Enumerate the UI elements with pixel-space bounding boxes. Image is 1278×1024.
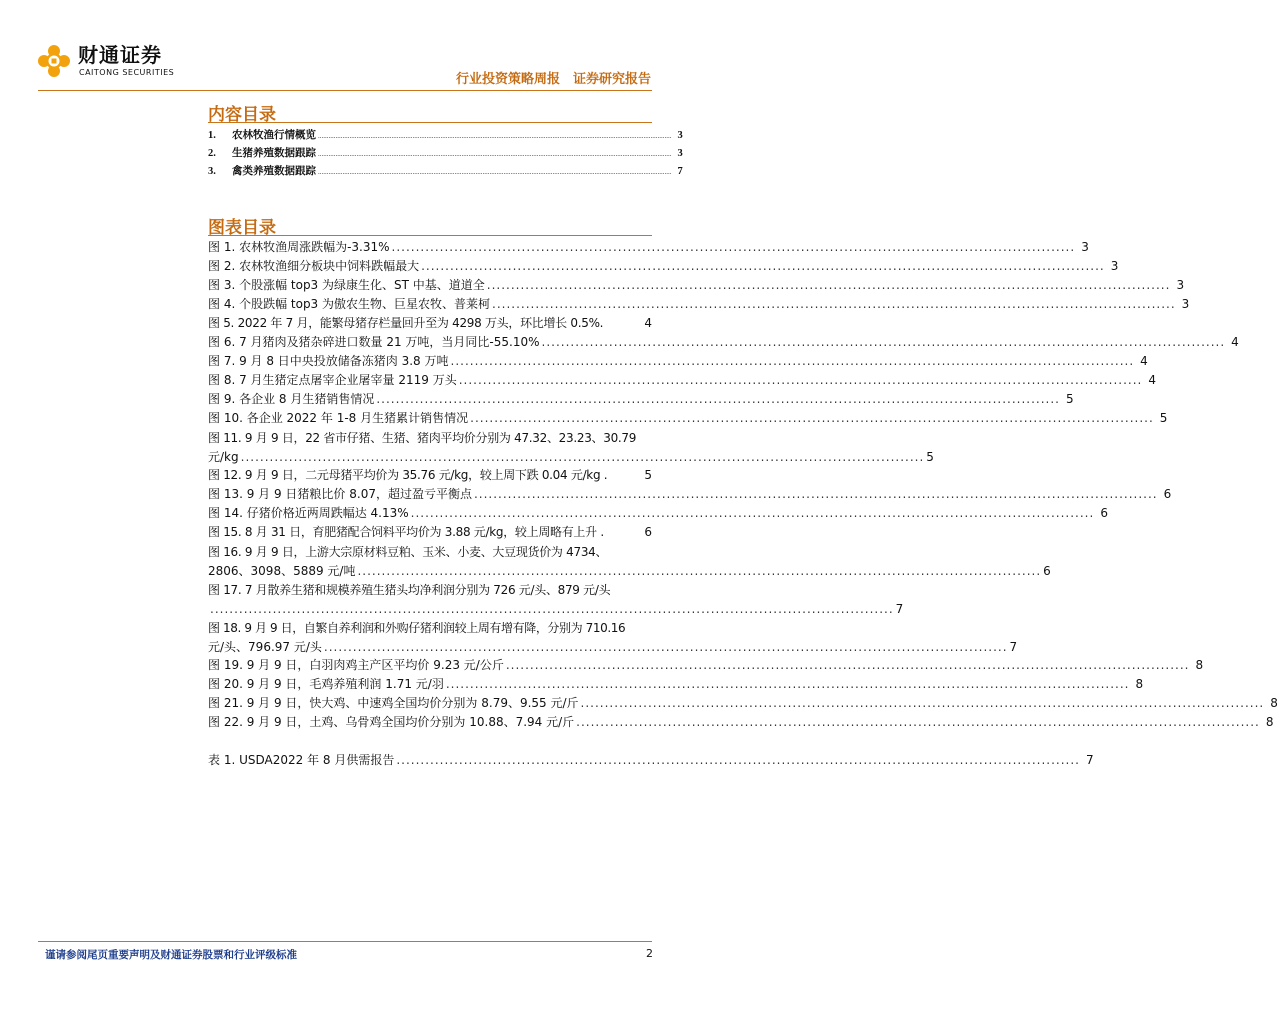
leader-dots: .............................................................................................................................................. <box>473 487 1158 501</box>
figure-entry[interactable] <box>208 619 1018 657</box>
figure-entry-page: 8 <box>1135 677 1144 691</box>
figure-entry-page: 3 <box>1110 259 1119 273</box>
contents-item-label: 禽类养殖数据跟踪 <box>232 166 316 177</box>
figure-entry-page: 8 <box>1265 715 1274 729</box>
leader-dots: .............................................................................................................................................. <box>450 354 1135 368</box>
figure-entry-page: 4 <box>644 316 652 330</box>
contents-item[interactable] <box>208 146 683 162</box>
contents-title-rule <box>208 122 652 123</box>
figures-title-rule <box>208 235 652 236</box>
figure-entry[interactable] <box>208 581 904 619</box>
figure-entry-label: 图 4. 个股跌幅 top3 为傲农生物、巨星农牧、普莱柯 <box>208 297 491 311</box>
contents-item-label: 生猪养殖数据跟踪 <box>232 148 316 159</box>
figure-entry-page: 3 <box>1081 240 1089 254</box>
table-entry[interactable] <box>208 752 1094 768</box>
leader-dots: .............................................................................................................................................. <box>458 373 1143 387</box>
figure-entry[interactable] <box>208 239 1089 255</box>
figure-entry-page: 3 <box>1181 297 1190 311</box>
figure-entry[interactable] <box>208 334 1239 350</box>
leader-dots: .............................................................................................................................................. <box>210 602 894 616</box>
page-number: 2 <box>646 947 653 960</box>
figure-entry-label: 图 7. 9 月 8 日中央投放储备冻猪肉 3.8 万吨 <box>208 354 449 368</box>
figure-entry-label: 图 14. 仔猪价格近两周跌幅达 4.13% <box>208 506 409 520</box>
figure-entry-page: 4 <box>1148 373 1156 387</box>
figure-entry[interactable] <box>208 372 1156 388</box>
contents-item-num: 3. <box>208 166 216 177</box>
figure-entry-page: 5 <box>1159 411 1168 425</box>
contents-item[interactable] <box>208 164 683 180</box>
leader-dots: .............................................................................................................................................. <box>391 240 1076 254</box>
logo-text-en: CAITONG SECURITIES <box>79 68 175 77</box>
figure-entry-label: 图 13. 9 月 9 日猪粮比价 8.07，超过盈亏平衡点 <box>208 487 472 501</box>
leader-dots: .............................................................................................................................................. <box>421 259 1105 273</box>
caitong-logo-icon <box>37 44 71 78</box>
figure-entry-page: 8 <box>1270 696 1278 710</box>
figure-entry-label: 图 19. 9 月 9 日，白羽肉鸡主产区平均价 9.23 元/公斤 <box>208 658 504 672</box>
leader-dots: .............................................................................................................................................. <box>376 392 1060 406</box>
figure-entry-page: 5 <box>926 450 934 464</box>
figure-entry[interactable] <box>208 315 652 331</box>
figure-entry-label: 图 21. 9 月 9 日，快大鸡、中速鸡全国均价分别为 8.79、9.55 元/斤 <box>208 696 579 710</box>
leader-dots: .............................................................................................................................................. <box>323 640 1008 654</box>
figure-entry-label: 图 17. 7 月散养生猪和规模养殖生猪头均净利润分别为 726 元/头、879 元/头 <box>208 583 611 597</box>
figure-entry[interactable] <box>208 486 1172 502</box>
contents-title: 内容目录 <box>208 105 276 125</box>
figure-entry[interactable] <box>208 410 1168 426</box>
figure-entry-label: 图 1. 农林牧渔周涨跌幅为-3.31% <box>208 240 390 254</box>
figure-entry[interactable] <box>208 296 1190 312</box>
header-divider <box>38 90 652 91</box>
figure-entry-page: 7 <box>895 602 904 616</box>
leader-dots: .............................................................................................................................................. <box>396 753 1080 767</box>
leader-dots: .............................................................................................................................................. <box>240 450 925 464</box>
figure-entry-page: 5 <box>1066 392 1074 406</box>
figure-entry-label: 图 16. 9 月 9 日，上游大宗原材料豆粕、玉米、小麦、大豆现货价为 4734、 <box>208 545 608 559</box>
figure-entry-page: 6 <box>1163 487 1172 501</box>
contents-item-page: 7 <box>677 166 683 177</box>
figure-entry-label-cont: 2806、3098、5889 元/吨 <box>208 564 356 578</box>
figure-entry-page: 4 <box>1231 335 1239 349</box>
report-type-title: 行业投资策略周报 证券研究报告 <box>455 72 651 87</box>
contents-item-num: 1. <box>208 130 216 141</box>
leader-dots: .............................................................................................................................................. <box>492 297 1176 311</box>
figure-entry-label: 图 20. 9 月 9 日，毛鸡养殖利润 1.71 元/羽 <box>208 677 444 691</box>
figure-entry-page: 7 <box>1009 640 1018 654</box>
figure-entry-label: 图 18. 9 月 9 日，自繁自养利润和外购仔猪利润较上周有增有降，分别为 710.16 <box>208 621 626 635</box>
figure-entry-label: 图 5. 2022 年 7 月，能繁母猪存栏量回升至为 4298 万头，环比增长 0.5%. <box>208 316 604 330</box>
figure-entry-label: 图 2. 农林牧渔细分板块中饲料跌幅最大 <box>208 259 420 273</box>
figure-entry[interactable] <box>208 524 652 540</box>
leader-dots: .......................................................................................................................................................................................................... <box>318 132 672 140</box>
figure-entry-page: 3 <box>1176 278 1185 292</box>
figure-entry[interactable] <box>208 353 1148 369</box>
figure-entry-page: 8 <box>1195 658 1204 672</box>
table-entry-label: 表 1. USDA2022 年 8 月供需报告 <box>208 753 395 767</box>
table-entry-page: 7 <box>1086 753 1094 767</box>
figure-entry[interactable] <box>208 258 1119 274</box>
leader-dots: .............................................................................................................................................. <box>357 564 1042 578</box>
figure-entry[interactable] <box>208 277 1185 293</box>
figure-entry[interactable] <box>208 657 1204 673</box>
leader-dots: .............................................................................................................................................. <box>576 715 1260 729</box>
leader-dots: .......................................................................................................................................................................................................... <box>318 150 672 158</box>
leader-dots: .............................................................................................................................................. <box>470 411 1154 425</box>
figure-entry[interactable] <box>208 467 652 483</box>
figure-entry[interactable] <box>208 429 934 467</box>
leader-dots: .............................................................................................................................................. <box>541 335 1226 349</box>
figure-entry-page: 6 <box>1100 506 1108 520</box>
figure-entry-page: 6 <box>644 525 652 539</box>
figure-entry-label: 图 6. 7 月猪肉及猪杂碎进口数量 21 万吨，当月同比-55.10% <box>208 335 540 349</box>
leader-dots: .............................................................................................................................................. <box>445 677 1130 691</box>
footer-divider <box>38 941 652 942</box>
logo-text-cn: 财通证券 <box>78 43 162 67</box>
footer-disclaimer-link[interactable]: 谨请参阅尾页重要声明及财通证券股票和行业评级标准 <box>45 949 297 961</box>
leader-dots: .............................................................................................................................................. <box>580 696 1265 710</box>
figure-entry[interactable] <box>208 695 1278 711</box>
figure-entry-label: 图 9. 各企业 8 月生猪销售情况 <box>208 392 375 406</box>
contents-item-label: 农林牧渔行情概览 <box>232 130 316 141</box>
figure-entry[interactable] <box>208 676 1144 692</box>
figures-title: 图表目录 <box>208 218 276 238</box>
figure-entry[interactable] <box>208 543 1051 581</box>
figure-entry[interactable] <box>208 505 1108 521</box>
contents-item-num: 2. <box>208 148 216 159</box>
figure-entry-label: 图 8. 7 月生猪定点屠宰企业屠宰量 2119 万头 <box>208 373 457 387</box>
contents-item[interactable] <box>208 128 683 144</box>
leader-dots: .............................................................................................................................................. <box>486 278 1171 292</box>
figure-entry[interactable] <box>208 714 1274 730</box>
figure-entry-label: 图 3. 个股涨幅 top3 为绿康生化、ST 中基、道道全 <box>208 278 485 292</box>
figure-entry-label: 图 12. 9 月 9 日，二元母猪平均价为 35.76 元/kg，较上周下跌 0.04 元/kg . <box>208 468 608 482</box>
figure-entry-label-cont: 元/头、796.97 元/头 <box>208 640 322 654</box>
leader-dots: .............................................................................................................................................. <box>410 506 1095 520</box>
figure-entry-label: 图 15. 8 月 31 日，育肥猪配合饲料平均价为 3.88 元/kg，较上周略有上升 . <box>208 525 604 539</box>
figure-entry-label-cont: 元/kg <box>208 450 239 464</box>
figure-entry-page: 4 <box>1140 354 1148 368</box>
figure-entry[interactable] <box>208 391 1074 407</box>
contents-item-page: 3 <box>677 148 683 159</box>
figure-entry-page: 5 <box>644 468 652 482</box>
contents-item-page: 3 <box>677 130 683 141</box>
figure-entry-label: 图 10. 各企业 2022 年 1-8 月生猪累计销售情况 <box>208 411 469 425</box>
figure-entry-page: 6 <box>1043 564 1051 578</box>
figure-entry-label: 图 11. 9 月 9 日，22 省市仔猪、生猪、猪肉平均价分别为 47.32、23.23、30.79 <box>208 431 637 445</box>
leader-dots: .............................................................................................................................................. <box>505 658 1190 672</box>
leader-dots: .......................................................................................................................................................................................................... <box>318 168 672 176</box>
figure-entry-label: 图 22. 9 月 9 日，土鸡、乌骨鸡全国均价分别为 10.88、7.94 元/斤 <box>208 715 575 729</box>
